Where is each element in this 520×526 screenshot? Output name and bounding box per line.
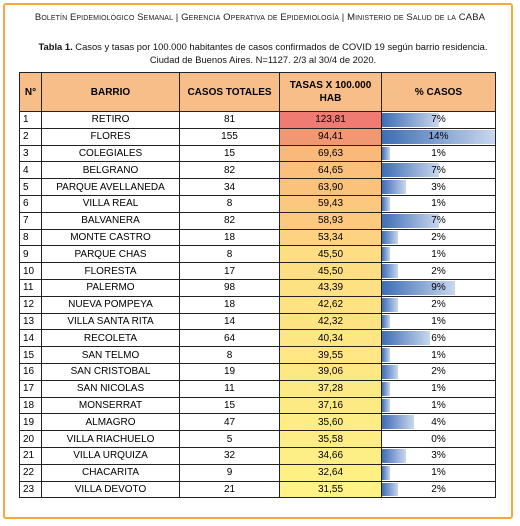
cell-casos: 8 bbox=[180, 347, 280, 364]
cell-tasa: 53,34 bbox=[280, 229, 382, 246]
cell-n: 2 bbox=[20, 128, 42, 145]
pct-databar bbox=[382, 147, 390, 161]
cell-tasa: 35,60 bbox=[280, 414, 382, 431]
caption-line1: Casos y tasas por 100.000 habitantes de casos confirmados de COVID 19 según barrio residencia. bbox=[72, 41, 488, 52]
pct-value: 0% bbox=[431, 433, 446, 445]
col-header-casos: CASOS TOTALES bbox=[180, 73, 280, 112]
cell-pct bbox=[382, 145, 496, 162]
pct-databar bbox=[382, 382, 390, 396]
col-header-tasas: TASAS X 100.000 HAB bbox=[280, 73, 382, 112]
table-row bbox=[20, 464, 496, 481]
cell-n: 20 bbox=[20, 431, 42, 448]
cell-casos: 19 bbox=[180, 363, 280, 380]
cell-casos: 98 bbox=[180, 279, 280, 296]
cell-tasa: 94,41 bbox=[280, 128, 382, 145]
pct-databar bbox=[382, 365, 398, 379]
cell-casos: 18 bbox=[180, 229, 280, 246]
cell-pct bbox=[382, 330, 496, 347]
cell-tasa: 63,90 bbox=[280, 179, 382, 196]
pct-databar bbox=[382, 466, 390, 480]
cell-n: 21 bbox=[20, 447, 42, 464]
table-header-row bbox=[20, 73, 496, 112]
cell-pct bbox=[382, 313, 496, 330]
cell-n: 14 bbox=[20, 330, 42, 347]
cell-casos: 11 bbox=[180, 380, 280, 397]
cell-casos: 15 bbox=[180, 397, 280, 414]
table-row bbox=[20, 246, 496, 263]
cell-pct bbox=[382, 431, 496, 448]
cell-n: 4 bbox=[20, 162, 42, 179]
pct-databar bbox=[382, 180, 406, 194]
cell-barrio: COLEGIALES bbox=[42, 145, 180, 162]
cell-casos: 155 bbox=[180, 128, 280, 145]
cell-n: 16 bbox=[20, 363, 42, 380]
cell-tasa: 31,55 bbox=[280, 481, 382, 498]
cell-tasa: 35,58 bbox=[280, 431, 382, 448]
col-header-pct: % CASOS bbox=[382, 73, 496, 112]
pct-value: 1% bbox=[431, 315, 446, 327]
cell-n: 15 bbox=[20, 347, 42, 364]
caption-line2: Ciudad de Buenos Aires. N=1127. 2/3 al 30/4 de 2020. bbox=[149, 54, 377, 65]
col-header-n: N° bbox=[20, 73, 42, 112]
table-row bbox=[20, 145, 496, 162]
table-row bbox=[20, 347, 496, 364]
cell-barrio: SAN TELMO bbox=[42, 347, 180, 364]
cell-barrio: VILLA DEVOTO bbox=[42, 481, 180, 498]
pct-value: 2% bbox=[431, 299, 446, 311]
cell-barrio: VILLA RIACHUELO bbox=[42, 431, 180, 448]
cell-barrio: SAN NICOLAS bbox=[42, 380, 180, 397]
cell-tasa: 123,81 bbox=[280, 112, 382, 129]
cell-barrio: PALERMO bbox=[42, 279, 180, 296]
cell-tasa: 37,16 bbox=[280, 397, 382, 414]
cell-tasa: 39,55 bbox=[280, 347, 382, 364]
caption-label: Tabla 1. bbox=[38, 41, 73, 52]
cell-tasa: 69,63 bbox=[280, 145, 382, 162]
cell-casos: 64 bbox=[180, 330, 280, 347]
cell-casos: 21 bbox=[180, 481, 280, 498]
cell-n: 23 bbox=[20, 481, 42, 498]
pct-value: 2% bbox=[431, 231, 446, 243]
cell-tasa: 64,65 bbox=[280, 162, 382, 179]
cell-barrio: NUEVA POMPEYA bbox=[42, 296, 180, 313]
cell-tasa: 58,93 bbox=[280, 212, 382, 229]
cell-casos: 14 bbox=[180, 313, 280, 330]
cell-casos: 81 bbox=[180, 112, 280, 129]
table-row bbox=[20, 212, 496, 229]
table-caption bbox=[18, 40, 508, 66]
table-row bbox=[20, 330, 496, 347]
cell-pct bbox=[382, 162, 496, 179]
pct-databar bbox=[382, 399, 390, 413]
table-row bbox=[20, 195, 496, 212]
cell-pct bbox=[382, 195, 496, 212]
cell-n: 12 bbox=[20, 296, 42, 313]
cell-n: 5 bbox=[20, 179, 42, 196]
table-body bbox=[20, 112, 496, 498]
cell-pct bbox=[382, 246, 496, 263]
table-row bbox=[20, 431, 496, 448]
cell-barrio: VILLA REAL bbox=[42, 195, 180, 212]
table-row bbox=[20, 128, 496, 145]
cell-tasa: 39,06 bbox=[280, 363, 382, 380]
pct-value: 1% bbox=[431, 349, 446, 361]
pct-value: 1% bbox=[431, 383, 446, 395]
cell-tasa: 45,50 bbox=[280, 246, 382, 263]
pct-databar bbox=[382, 264, 398, 278]
cell-casos: 8 bbox=[180, 195, 280, 212]
cell-tasa: 32,64 bbox=[280, 464, 382, 481]
cell-pct bbox=[382, 481, 496, 498]
table-row bbox=[20, 363, 496, 380]
pct-value: 2% bbox=[431, 483, 446, 495]
cell-tasa: 59,43 bbox=[280, 195, 382, 212]
table-row bbox=[20, 481, 496, 498]
cell-barrio: FLORESTA bbox=[42, 263, 180, 280]
cell-tasa: 43,39 bbox=[280, 279, 382, 296]
pct-databar bbox=[382, 247, 390, 261]
cell-casos: 8 bbox=[180, 246, 280, 263]
table-row bbox=[20, 229, 496, 246]
pct-value: 4% bbox=[431, 416, 446, 428]
table-row bbox=[20, 414, 496, 431]
cell-barrio: BALVANERA bbox=[42, 212, 180, 229]
cell-barrio: ALMAGRO bbox=[42, 414, 180, 431]
pct-value: 7% bbox=[431, 114, 446, 126]
cell-casos: 17 bbox=[180, 263, 280, 280]
pct-databar bbox=[382, 298, 398, 312]
cell-pct bbox=[382, 112, 496, 129]
cell-n: 13 bbox=[20, 313, 42, 330]
pct-databar bbox=[382, 197, 390, 211]
cell-barrio: RETIRO bbox=[42, 112, 180, 129]
table-row bbox=[20, 313, 496, 330]
cell-pct bbox=[382, 464, 496, 481]
cell-n: 19 bbox=[20, 414, 42, 431]
pct-value: 1% bbox=[431, 399, 446, 411]
table-row bbox=[20, 279, 496, 296]
cell-pct bbox=[382, 447, 496, 464]
cell-pct bbox=[382, 212, 496, 229]
cell-pct bbox=[382, 229, 496, 246]
table-row bbox=[20, 112, 496, 129]
cell-pct bbox=[382, 380, 496, 397]
cell-barrio: VILLA URQUIZA bbox=[42, 447, 180, 464]
cell-tasa: 45,50 bbox=[280, 263, 382, 280]
table-row bbox=[20, 380, 496, 397]
cell-pct bbox=[382, 279, 496, 296]
pct-value: 7% bbox=[431, 164, 446, 176]
cell-n: 6 bbox=[20, 195, 42, 212]
cell-barrio: MONTE CASTRO bbox=[42, 229, 180, 246]
pct-value: 2% bbox=[431, 265, 446, 277]
cell-n: 9 bbox=[20, 246, 42, 263]
cell-casos: 47 bbox=[180, 414, 280, 431]
cell-n: 22 bbox=[20, 464, 42, 481]
cell-barrio: PARQUE CHAS bbox=[42, 246, 180, 263]
pct-databar bbox=[382, 315, 390, 329]
pct-value: 1% bbox=[431, 147, 446, 159]
cell-n: 8 bbox=[20, 229, 42, 246]
cell-barrio: CHACARITA bbox=[42, 464, 180, 481]
cell-pct bbox=[382, 347, 496, 364]
cell-casos: 5 bbox=[180, 431, 280, 448]
cell-casos: 82 bbox=[180, 212, 280, 229]
cell-n: 7 bbox=[20, 212, 42, 229]
cell-tasa: 34,66 bbox=[280, 447, 382, 464]
cell-pct bbox=[382, 414, 496, 431]
cell-pct bbox=[382, 363, 496, 380]
pct-databar bbox=[382, 331, 430, 345]
cell-pct bbox=[382, 296, 496, 313]
cell-barrio: FLORES bbox=[42, 128, 180, 145]
pct-value: 1% bbox=[431, 198, 446, 210]
table-row bbox=[20, 179, 496, 196]
bulletin-header: Boletín Epidemiológico Semanal | Gerencia Operativa de Epidemiología | Ministerio de Salud de la CABA bbox=[34, 12, 486, 23]
pct-value: 1% bbox=[431, 248, 446, 260]
cell-casos: 18 bbox=[180, 296, 280, 313]
pct-value: 7% bbox=[431, 215, 446, 227]
pct-value: 3% bbox=[431, 450, 446, 462]
pct-databar bbox=[382, 449, 406, 463]
cell-tasa: 42,62 bbox=[280, 296, 382, 313]
pct-value: 1% bbox=[431, 467, 446, 479]
cell-n: 1 bbox=[20, 112, 42, 129]
pct-value: 2% bbox=[431, 366, 446, 378]
cell-n: 17 bbox=[20, 380, 42, 397]
cell-casos: 34 bbox=[180, 179, 280, 196]
covid-cases-table bbox=[19, 72, 496, 498]
cell-casos: 82 bbox=[180, 162, 280, 179]
col-header-barrio: BARRIO bbox=[42, 73, 180, 112]
cell-tasa: 42,32 bbox=[280, 313, 382, 330]
cell-pct bbox=[382, 263, 496, 280]
cell-casos: 32 bbox=[180, 447, 280, 464]
cell-barrio: PARQUE AVELLANEDA bbox=[42, 179, 180, 196]
cell-n: 11 bbox=[20, 279, 42, 296]
table-row bbox=[20, 296, 496, 313]
cell-n: 18 bbox=[20, 397, 42, 414]
pct-databar bbox=[382, 348, 390, 362]
cell-n: 3 bbox=[20, 145, 42, 162]
cell-n: 10 bbox=[20, 263, 42, 280]
cell-tasa: 37,28 bbox=[280, 380, 382, 397]
pct-databar bbox=[382, 231, 398, 245]
cell-pct bbox=[382, 397, 496, 414]
cell-barrio: RECOLETA bbox=[42, 330, 180, 347]
table-row bbox=[20, 447, 496, 464]
cell-pct bbox=[382, 128, 496, 145]
pct-value: 9% bbox=[431, 282, 446, 294]
pct-databar bbox=[382, 483, 398, 497]
cell-tasa: 40,34 bbox=[280, 330, 382, 347]
table-row bbox=[20, 162, 496, 179]
pct-value: 14% bbox=[428, 131, 449, 143]
cell-barrio: MONSERRAT bbox=[42, 397, 180, 414]
cell-casos: 15 bbox=[180, 145, 280, 162]
cell-barrio: SAN CRISTOBAL bbox=[42, 363, 180, 380]
pct-value: 6% bbox=[431, 332, 446, 344]
pct-databar bbox=[382, 415, 414, 429]
cell-pct bbox=[382, 179, 496, 196]
table-row bbox=[20, 397, 496, 414]
cell-barrio: VILLA SANTA RITA bbox=[42, 313, 180, 330]
table-row bbox=[20, 263, 496, 280]
pct-value: 3% bbox=[431, 181, 446, 193]
cell-barrio: BELGRANO bbox=[42, 162, 180, 179]
cell-casos: 9 bbox=[180, 464, 280, 481]
